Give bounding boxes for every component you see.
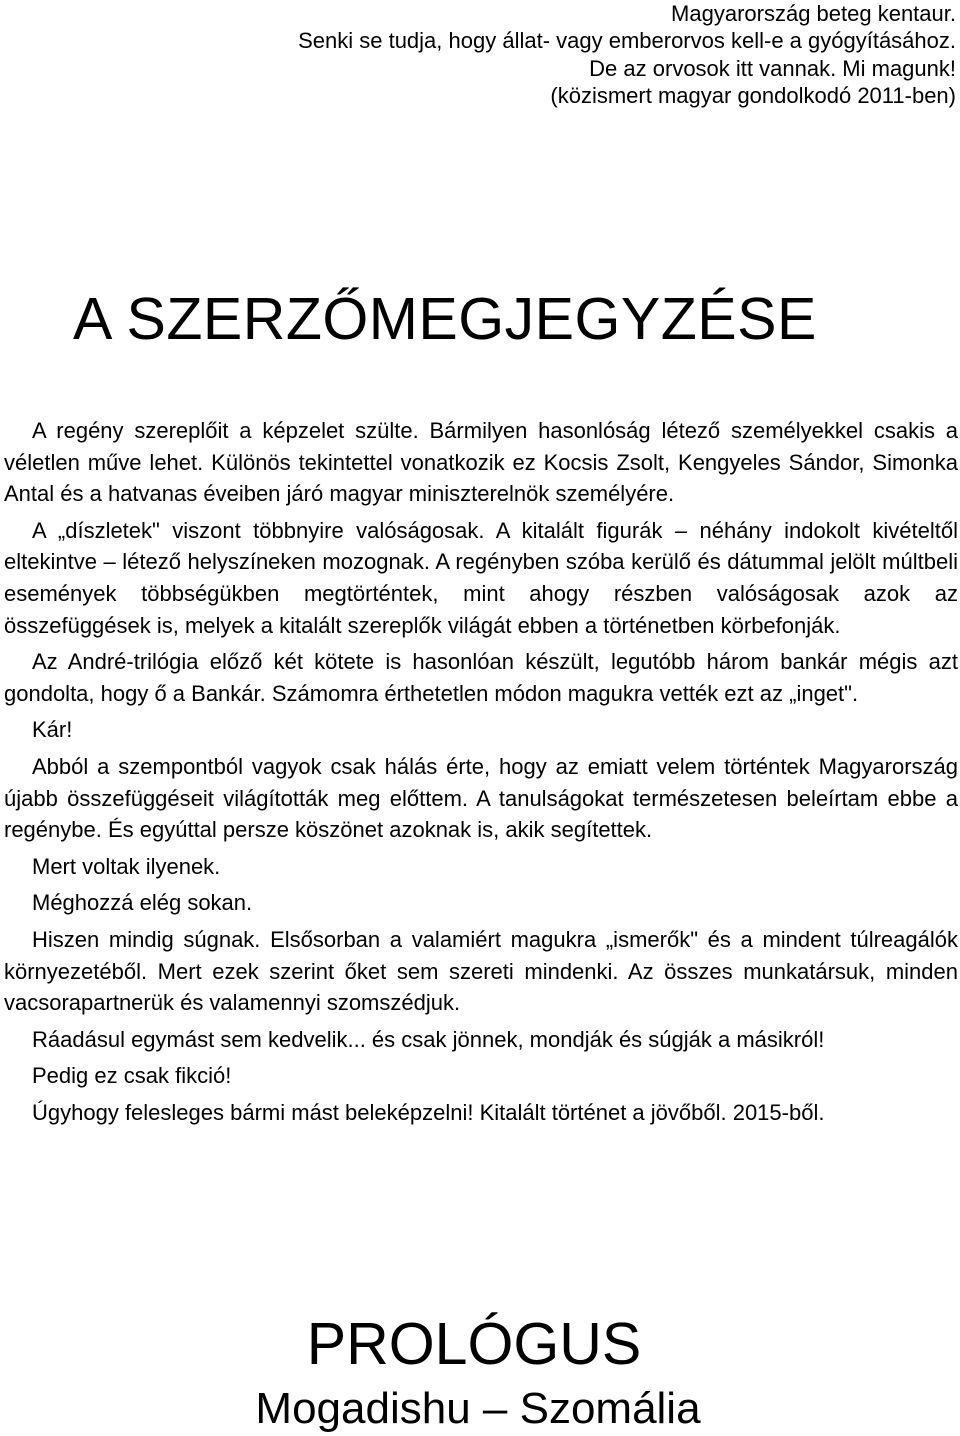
epigraph-line: Senki se tudja, hogy állat- vagy emberorvos kell-e a gyógyításához. — [298, 28, 956, 54]
paragraph: A „díszletek" viszont többnyire valóságosak. A kitalált figurák – néhány indokolt kivételtől eltekintve – létező helyszíneken mozognak. A regényben szóba kerülő és dátummal jelölt múltbeli események többségükben megtörténtek, mint ahogy részben valóságosak azok az összefüggések is, melyek a kitalált szereplők világát ebben a történetben körbefonják. — [4, 517, 958, 638]
paragraph: Úgyhogy felesleges bármi mást beleképzelni! Kitalált történet a jövőből. 2015-ből. — [32, 1099, 825, 1125]
paragraph: Mert voltak ilyenek. — [32, 853, 221, 879]
authors-note-body — [4, 415, 958, 1133]
prologue-subtitle: Mogadishu – Szomália — [255, 1384, 701, 1433]
paragraph: Abból a szempontból vagyok csak hálás érte, hogy az emiatt velem történtek Magyarország újabb összefüggéseit világították meg előttem. A tanulságokat természetesen beleírtam ebbe a regénybe. És egyúttal persze köszönet azoknak is, akik segítettek. — [4, 753, 958, 843]
paragraph: Kár! — [32, 717, 73, 743]
paragraph: A regény szereplőit a képzelet szülte. Bármilyen hasonlóság létező személyekkel csakis a véletlen műve lehet. Különös tekintettel vonatkozik ez Kocsis Zsolt, Kengyeles Sándor, Simonka Antal és a hatvanas éveiben járó magyar miniszterelnök személyére. — [4, 418, 958, 507]
epigraph — [16, 0, 956, 109]
paragraph: Ráadásul egymást sem kedvelik... és csak jönnek, mondják és súgják a másikról! — [32, 1026, 825, 1052]
epigraph-line: Magyarország beteg kentaur. — [671, 1, 956, 26]
paragraph: Pedig ez csak fikció! — [32, 1063, 232, 1089]
paragraph: Méghozzá elég sokan. — [32, 890, 253, 916]
paragraph: Hiszen mindig súgnak. Elsősorban a valamiért magukra „ismerők" és a mindent túlreagálók környezetéből. Mert ezek szerint őket sem szereti mindenki. Az összes munkatársuk, minden vacsorapartnerük és valamennyi szomszédjuk. — [4, 926, 958, 1016]
prologue-title: PROLÓGUS — [306, 1311, 642, 1377]
epigraph-attribution: (közismert magyar gondolkodó 2011-ben) — [550, 82, 956, 108]
epigraph-line: De az orvosok itt vannak. Mi magunk! — [589, 55, 956, 81]
paragraph: Az André-trilógia előző két kötete is hasonlóan készült, legutóbb három bankár mégis azt gondolta, hogy ő a Bankár. Számomra érthetetlen módon magukra vették ezt az „inget". — [4, 649, 958, 706]
section-title: A SZERZŐMEGJEGYZÉSE — [73, 286, 817, 352]
